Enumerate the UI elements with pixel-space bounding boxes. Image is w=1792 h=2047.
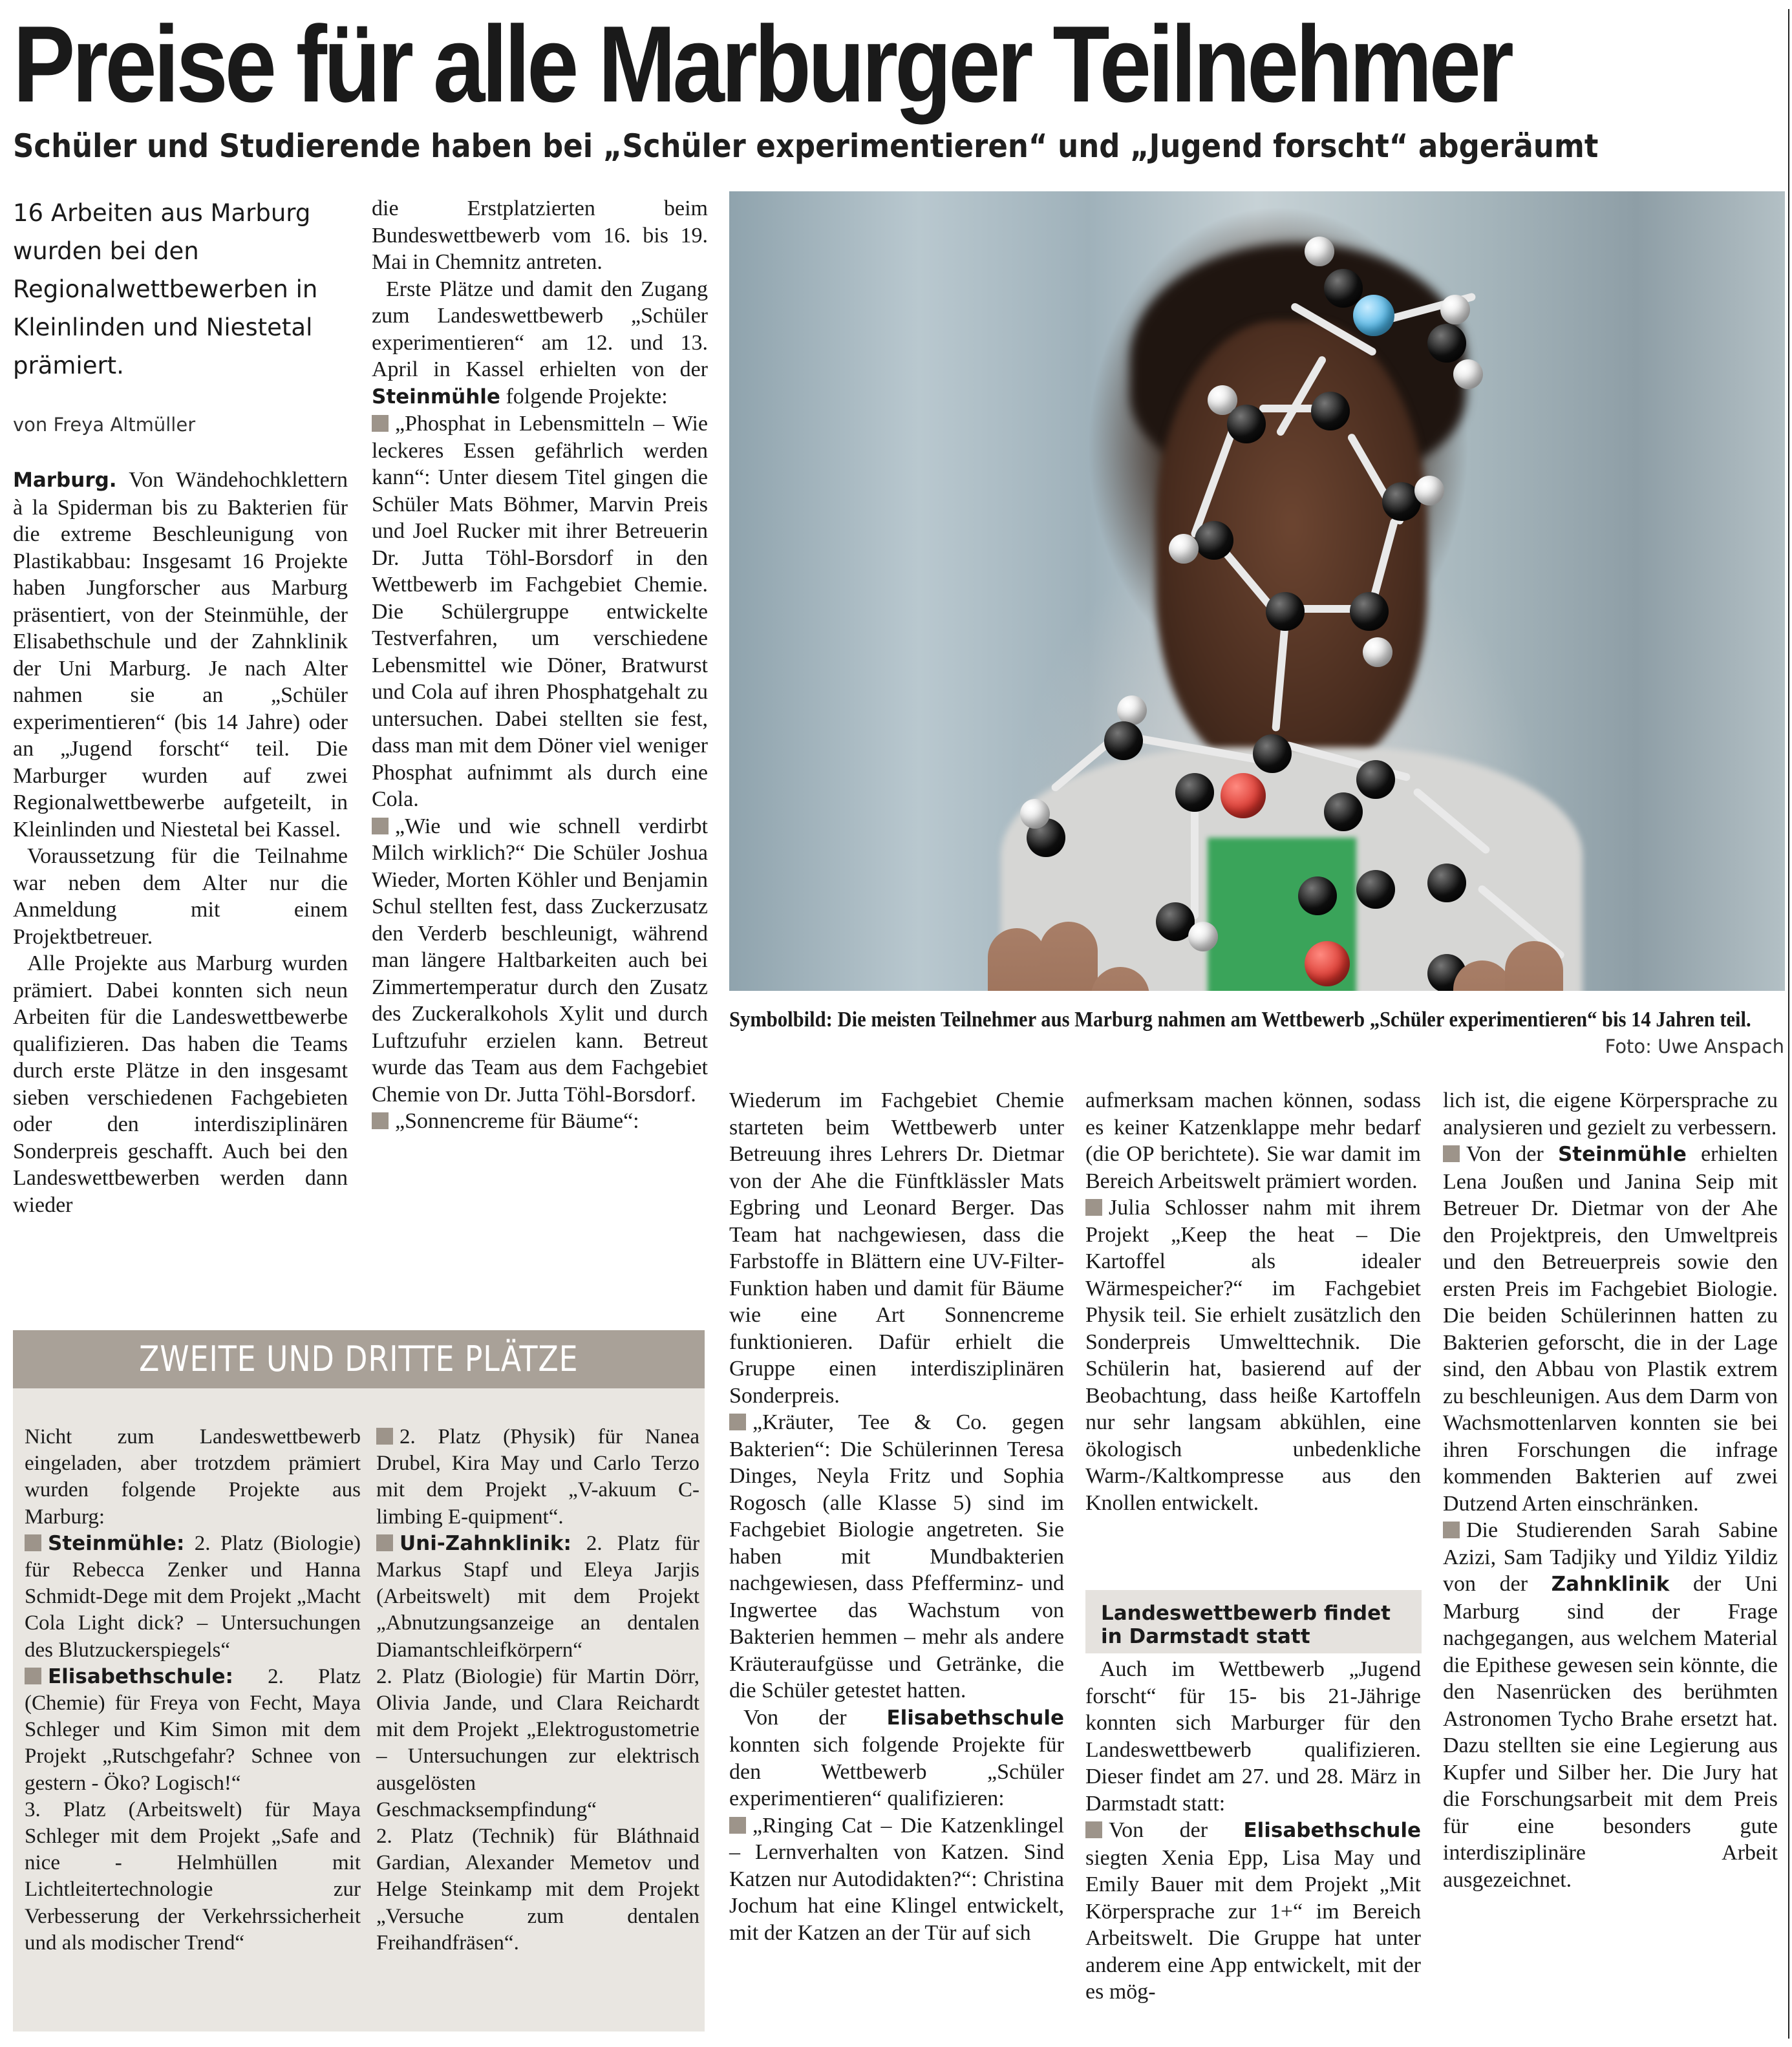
article-column-4-continued [1085,1656,1421,2006]
oxygen-atom [1221,773,1266,818]
list-item [729,1812,1064,1947]
sidebar-box [13,1330,705,2031]
award-entry [376,1424,699,1531]
article-column-5 [1443,1087,1778,1893]
subheading-box: Landeswettbewerb findet in Darmstadt statt [1085,1590,1422,1653]
paragraph-text: konnten sich folgende Projekte für den Wettbewerb „Schüler experimentieren“ qualifizieren: [729,1733,1064,1810]
paragraph [13,467,348,843]
paragraph: die Erstplatzierten beim Bundeswettbewerb vom 16. bis 19. Mai in Chemnitz antreten. [372,196,708,274]
sidebar-box-title-text: ZWEITE UND DRITTE PLÄTZE [139,1339,579,1379]
carbon-atom [1311,392,1350,430]
paragraph [729,1704,1064,1812]
paragraph-text: Erste Plätze und damit den Zugang zum Landeswettbewerb „Schüler experimentieren“ am 12. und 13. April in Kassel erhielten von der [372,277,708,381]
school-name: Elisabethschule: [48,1664,233,1688]
school-name: Steinmühle [1557,1143,1687,1166]
award-text: 2. Platz für Markus Stapf und Eleya Jarjis (Arbeitswelt) mit dem Projekt „Abnutzungsanzeige an dentalen Diamantschleifkörpern“ [376,1531,700,1662]
photo-finger [1040,922,1098,991]
list-item-text: „Wie und wie schnell verdirbt Milch wirklich?“ Die Schüler Joshua Wieder, Morten Köhler und Benjamin Schul stellten fest, dass Zuckerzusatz den Verderb beschleunigt, während man längere Haltbarkeiten auch bei Zimmertemperatur durch den Zusatz des Zuckeralkohols Xylit und durch Luftzufuhr erzielen kann. Betreut wurde das Team aus dem Fachgebiet Chemie von Dr. Jutta Töhl-Borsdorf. [372,814,708,1107]
article-column-4 [1085,1087,1421,1516]
list-item-text: „Kräuter, Tee & Co. gegen Bakterien“: Die Schülerinnen Teresa Dinges, Neyla Fritz und Sophia Rogosch (alle Klasse 5) sind im Fachgebiet Biologie angetreten. Sie haben mit Mundbakterien nachgewiesen, dass Pfefferminz- und Ingwertee das Wachstum von Bakterien hemmen – mehr als andere Kräuteraufgüsse und Getränke, die die Schüler getestet hatten. [729,1410,1064,1702]
bullet-square-icon [729,1817,746,1834]
award-entry [25,1531,361,1664]
sidebar-box-column-2 [376,1424,699,1957]
bullet-square-icon [372,818,389,834]
hydrogen-atom [1020,799,1050,829]
sidebar-box-column-1 [25,1424,361,1957]
hydrogen-atom [1453,359,1483,389]
list-item [1443,1517,1778,1893]
award-text: 2. Platz (Physik) für Nanea Drubel, Kira May und Carlo Terzo mit dem Projekt „V-akuum C-limbing E-quipment“. [376,1425,699,1529]
list-item [729,1409,1064,1704]
bullet-square-icon [25,1534,41,1551]
list-item-text: „Phosphat in Lebensmitteln – Wie leckeres Essen gefährlich werden kann“: Unter diesem Titel gingen die Schüler Mats Böhmer, Marvin Preis und Joel Rucker mit ihrer Betreuerin Dr. Jutta Töhl-Borsdorf in den Wettbewerb im Fachgebiet Chemie. Die Schülergruppe entwickelte Testverfahren, um verschiedene Lebensmittel wie Döner, Bratwurst und Cola auf ihren Phosphatgehalt zu untersuchen. Dabei stellten sie fest, dass man mit dem Döner viel weniger Phosphat aufnimmt als durch eine Cola. [372,412,708,811]
bullet-square-icon [25,1668,41,1684]
school-name: Elisabethschule [886,1706,1064,1730]
article-column-1 [13,467,348,1218]
bullet-square-icon [729,1414,746,1430]
list-item-text: „Sonnencreme für Bäume“: [395,1109,639,1133]
carbon-atom [1356,870,1395,909]
article-column-2 [372,195,708,1135]
list-item [372,410,708,813]
article-column-3 [729,1087,1064,1946]
paragraph [372,276,708,411]
carbon-atom [1104,721,1143,760]
school-name: Elisabethschule [1243,1819,1421,1842]
school-name: Steinmühle: [48,1531,185,1555]
article-photo [729,191,1785,991]
paragraph: aufmerksam machen können, sodass es keiner Katzenklappe mehr bedarf (die OP berichtete). Sie war damit im Bereich Arbeitswelt prämiert worden. [1085,1088,1421,1193]
hydrogen-atom [1169,534,1199,564]
dateline: Marburg. [13,469,117,492]
list-item [372,1108,708,1135]
nitrogen-atom [1353,295,1394,336]
photo-caption-text: Symbolbild: Die meisten Teilnehmer aus Marburg nahmen am Wettbewerb „Schüler experimentieren“ bis 14 Jahren teil. [729,1008,1751,1032]
hydrogen-atom [1440,295,1470,324]
hydrogen-atom [1305,237,1334,266]
bullet-square-icon [376,1534,393,1551]
list-item-text: siegten Xenia Epp, Lisa May und Emily Bauer mit dem Projekt „Mit Körpersprache zur 1+“ im Bereich Arbeitswelt. Die Gruppe hat unter anderem eine App entwickelt, mit der es mög- [1085,1845,1421,2004]
teaser: 16 Arbeiten aus Marburg wurden bei den Regionalwettbewerben in Kleinlinden und Niestetal prämiert. [13,199,318,379]
paragraph: lich ist, die eigene Körpersprache zu analysieren und gezielt zu verbessern. [1443,1088,1778,1140]
award-text: 2. Platz (Biologie) für Rebecca Zenker und Hanna Schmidt-Dege mit dem Projekt „Macht Cola Light dick? – Untersuchungen des Blutzuckerspiegels“ [25,1531,361,1662]
list-item [1085,1817,1421,2006]
paragraph: Auch im Wettbewerb „Jugend forscht“ für 15- bis 21-Jährige konnten sich Marburger für den Landeswettbewerb qualifizieren. Dieser findet am 27. und 28. März in Darmstadt statt: [1085,1657,1421,1816]
bullet-square-icon [372,1112,389,1129]
bullet-square-icon [372,415,389,432]
carbon-atom [1266,592,1305,631]
carbon-atom [1227,405,1266,443]
school-name: Steinmühle [372,385,500,408]
carbon-atom [1253,734,1292,773]
headline: Preise für alle Marburger Teilnehmer [13,3,1511,125]
carbon-atom [1195,521,1233,560]
bullet-square-icon [1085,1821,1102,1838]
carbon-atom [1175,773,1214,812]
award-entry: 2. Platz (Technik) für Bláthnaid Gardian, Alexander Memetov und Helge Steinkamp mit dem Projekt „Versuche zum dentalen Freihandfräsen“. [376,1825,699,1955]
subheadline: Schüler und Studierende haben bei „Schüler experimentieren“ und „Jugend forscht“ abgeräumt [13,127,1599,165]
paragraph-text: folgende Projekte: [506,384,668,408]
photo-credit: Foto: Uwe Anspach [1605,1035,1784,1057]
byline: von Freya Altmüller [13,414,196,436]
bullet-square-icon [1443,1145,1460,1162]
carbon-atom [1298,876,1337,915]
bullet-square-icon [376,1428,393,1445]
school-name: Uni-Zahnklinik: [400,1531,571,1555]
list-item-text: Von der [1109,1818,1208,1842]
list-item-text: Von der [1466,1142,1544,1166]
carbon-atom [1356,760,1395,799]
hydrogen-atom [1188,922,1218,951]
photo-caption [729,1007,1785,1033]
list-item-text: Julia Schlosser nahm mit ihrem Projekt „Keep the heat – Die Kartoffel als idealer Wärmespeicher?“ im Fachgebiet Physik teil. Sie erhielt zusätzlich den Sonderpreis Umwelttechnik. Die Schülerin hat, basierend auf der Beobachtung, dass heiße Kartoffeln nur sehr langsam abkühlen, eine ökologisch unbedenkliche Warm-/Kaltkompresse aus den Knollen entwickelt. [1085,1196,1421,1515]
column-rule [1788,9,1789,2039]
paragraph: Wiederum im Fachgebiet Chemie starteten beim Wettbewerb unter Betreuung ihres Lehrers Dr. Dietmar von der Ahe die Fünftklässler Mats Egbring und Leonard Berger. Das Team hat nachgewiesen, dass die Farbstoffe in Blättern eine UV-Filter-Funktion haben und damit für Bäume wie eine Art Sonnencreme funktionieren. Dafür erhielt die Gruppe einen interdisziplinären Sonderpreis. [729,1088,1064,1408]
paragraph: Voraussetzung für die Teilnahme war neben dem Alter nur die Anmeldung mit einem Projektbetreuer. [13,844,348,949]
carbon-atom [1427,864,1466,902]
hydrogen-atom [1414,476,1444,505]
sidebar-intro: Nicht zum Landeswettbewerb eingeladen, aber trotzdem prämiert wurden folgende Projekte aus Marburg: [25,1425,361,1529]
paragraph: Alle Projekte aus Marburg wurden prämiert. Dabei konnten sich neun Arbeiten für die Landeswettbewerbe qualifizieren. Das haben die Teams durch erste Plätze in den insgesamt sieben verschiedenen Fachgebieten oder den interdisziplinären Sonderpreis geschafft. Auch bei den Landeswettbewerben werden dann wieder [13,951,348,1217]
list-item-text: erhielten Lena Joußen und Janina Seip mit Betreuer Dr. Dietmar von der Ahe den Projektpreis, den Umweltpreis und den Betreuerpreis sowie den ersten Preis im Fachgebiet Biologie. Die beiden Schülerinnen hatten zu Bakterien geforscht, die in der Lage sind, den Abbau von Plastik extrem zu beschleunigen. Aus dem Darm von Wachsmottenlarven konnten sie bei ihren Forschungen die infrage kommenden Bakterien auf zwei Dutzend Arten einschränken. [1443,1142,1778,1516]
carbon-atom [1324,792,1363,831]
paragraph-text: Von Wändehochklettern à la Spiderman bis zu Bakterien für die extreme Beschleunigung von Plastikabbau: Insgesamt 16 Projekte haben Jungforscher aus Marburg präsentiert, von der Steinmühle, der Elisabethschule und der Zahnklinik der Uni Marburg. Je nach Alter nahmen sie an „Schüler experimentieren“ (bis 14 Jahre) oder an „Jugend forscht“ teil. Die Marburger wurden auf zwei Regionalwettbewerbe aufgeteilt, in Kleinlinden und Niestetal bei Kassel. [13,468,348,842]
list-item [1443,1141,1778,1517]
list-item-text: „Ringing Cat – Die Katzenklingel – Lernverhalten von Katzen. Sind Katzen nur Autodidakten?“: Christina Jochum hat eine Klingel entwickelt, mit der Katzen an der Tür auf sich [729,1813,1064,1945]
molecule-bond [1191,796,1199,919]
award-entry [376,1531,699,1664]
sidebar-box-title [13,1330,705,1388]
list-item [372,813,708,1108]
school-name: Zahnklinik [1551,1573,1670,1596]
award-entry: 2. Platz (Biologie) für Martin Dörr, Olivia Jande, und Clara Reichardt mit dem Projekt „Elektrogustometrie – Untersuchungen zur elektrisch ausgelösten Geschmacksempfindung“ [376,1664,699,1821]
award-entry [25,1664,361,1797]
list-item-text: der Uni Marburg sind der Frage nachgegangen, aus welchem Material die Epithese gewesen sein könnte, die den Nasenrücken des berühmten Astronomen Tycho Brahe ersetzt hat. Dazu stellten sie eine Legierung aus Kupfer und Silber her. Die Jury hat die Forschungsarbeit mit dem Preis für eine besonders gute interdisziplinäre Arbeit ausgezeichnet. [1443,1572,1778,1892]
award-text: 2. Platz (Chemie) für Freya von Fecht, Maya Schleger und Kim Simon mit dem Projekt „Rutschgefahr? Schnee von gestern - Öko? Logisch!“ [25,1664,361,1795]
carbon-atom [1350,592,1389,631]
carbon-atom [1324,269,1363,308]
bullet-square-icon [1443,1522,1460,1538]
photo-finger [988,928,1046,991]
bullet-square-icon [1085,1199,1102,1216]
list-item-text: Die Studierenden Sarah Sabine Azizi, Sam Tadjiky und Yildiz Yildiz von der [1443,1518,1778,1596]
oxygen-atom [1305,941,1350,986]
carbon-atom [1427,324,1466,363]
hydrogen-atom [1363,637,1392,667]
award-entry: 3. Platz (Arbeitswelt) für Maya Schleger mit dem Projekt „Safe and nice - Helmhüllen mit Lichtleitertechnologie zur Verbesserung der Verkehrssicherheit und als modischer Trend“ [25,1798,361,1955]
list-item [1085,1194,1421,1516]
paragraph-text: Von der [743,1705,847,1730]
